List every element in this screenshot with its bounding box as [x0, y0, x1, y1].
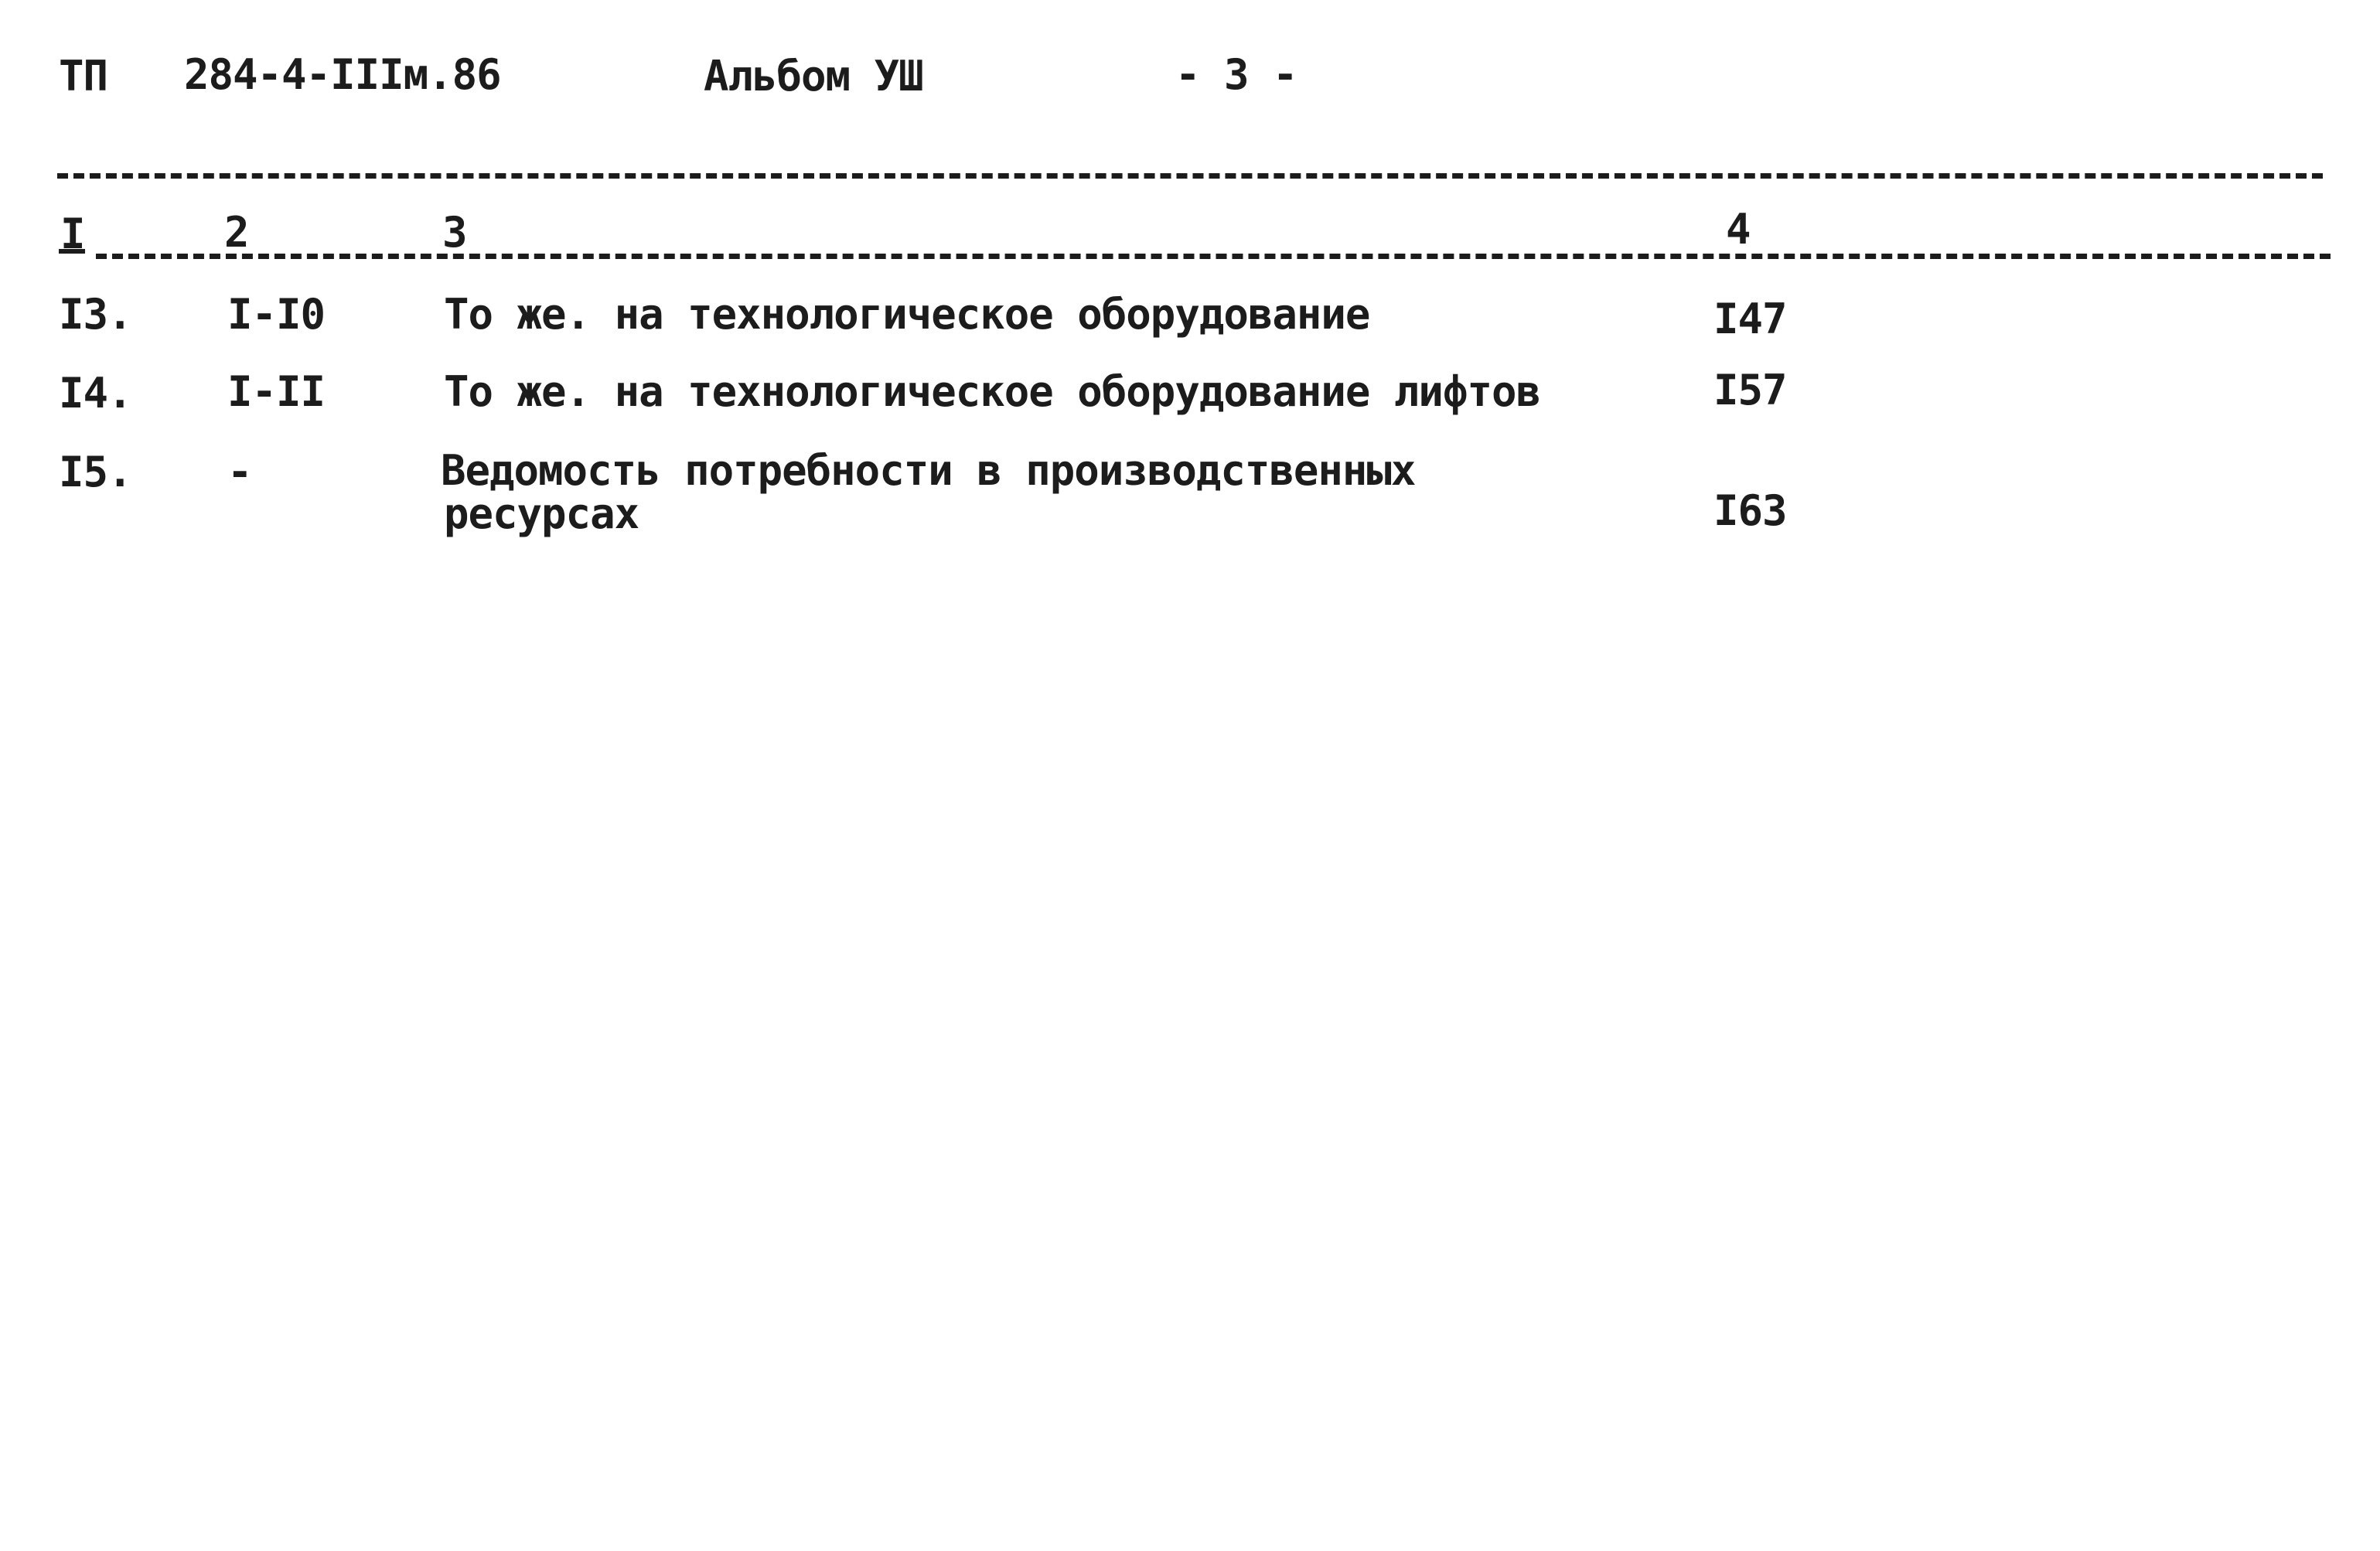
row-sheet-ref: I-II — [227, 367, 326, 416]
column-number-4: 4 — [1726, 205, 1751, 254]
row-sheet-ref: I-I0 — [227, 290, 326, 339]
column-number-3: 3 — [442, 208, 467, 257]
header-dashed-rule — [96, 254, 2331, 259]
top-dashed-rule — [57, 173, 2323, 179]
row-title-continuation: ресурсах — [444, 489, 639, 538]
column-number-2: 2 — [224, 208, 249, 257]
row-number: I3. — [59, 290, 132, 339]
row-number: I4. — [59, 369, 132, 418]
page-number: - 3 - — [1175, 50, 1297, 99]
row-page: I57 — [1713, 366, 1787, 414]
row-sheet-ref: - — [227, 448, 252, 496]
row-title: Ведомость потребности в производственных — [441, 446, 1416, 495]
row-title: То же. на технологическое оборудование лифтов — [444, 367, 1540, 416]
doc-code-prefix: ТП — [59, 52, 108, 101]
column-number-1: I — [60, 210, 85, 258]
doc-code: 284-4-IIIм.86 — [184, 50, 501, 99]
row-page: I63 — [1713, 486, 1787, 535]
column-1-underline — [59, 249, 85, 254]
row-title: То же. на технологическое оборудование — [444, 290, 1370, 339]
row-number: I5. — [59, 448, 132, 496]
album-title: Альбом УШ — [704, 52, 923, 101]
row-page: I47 — [1713, 295, 1787, 343]
